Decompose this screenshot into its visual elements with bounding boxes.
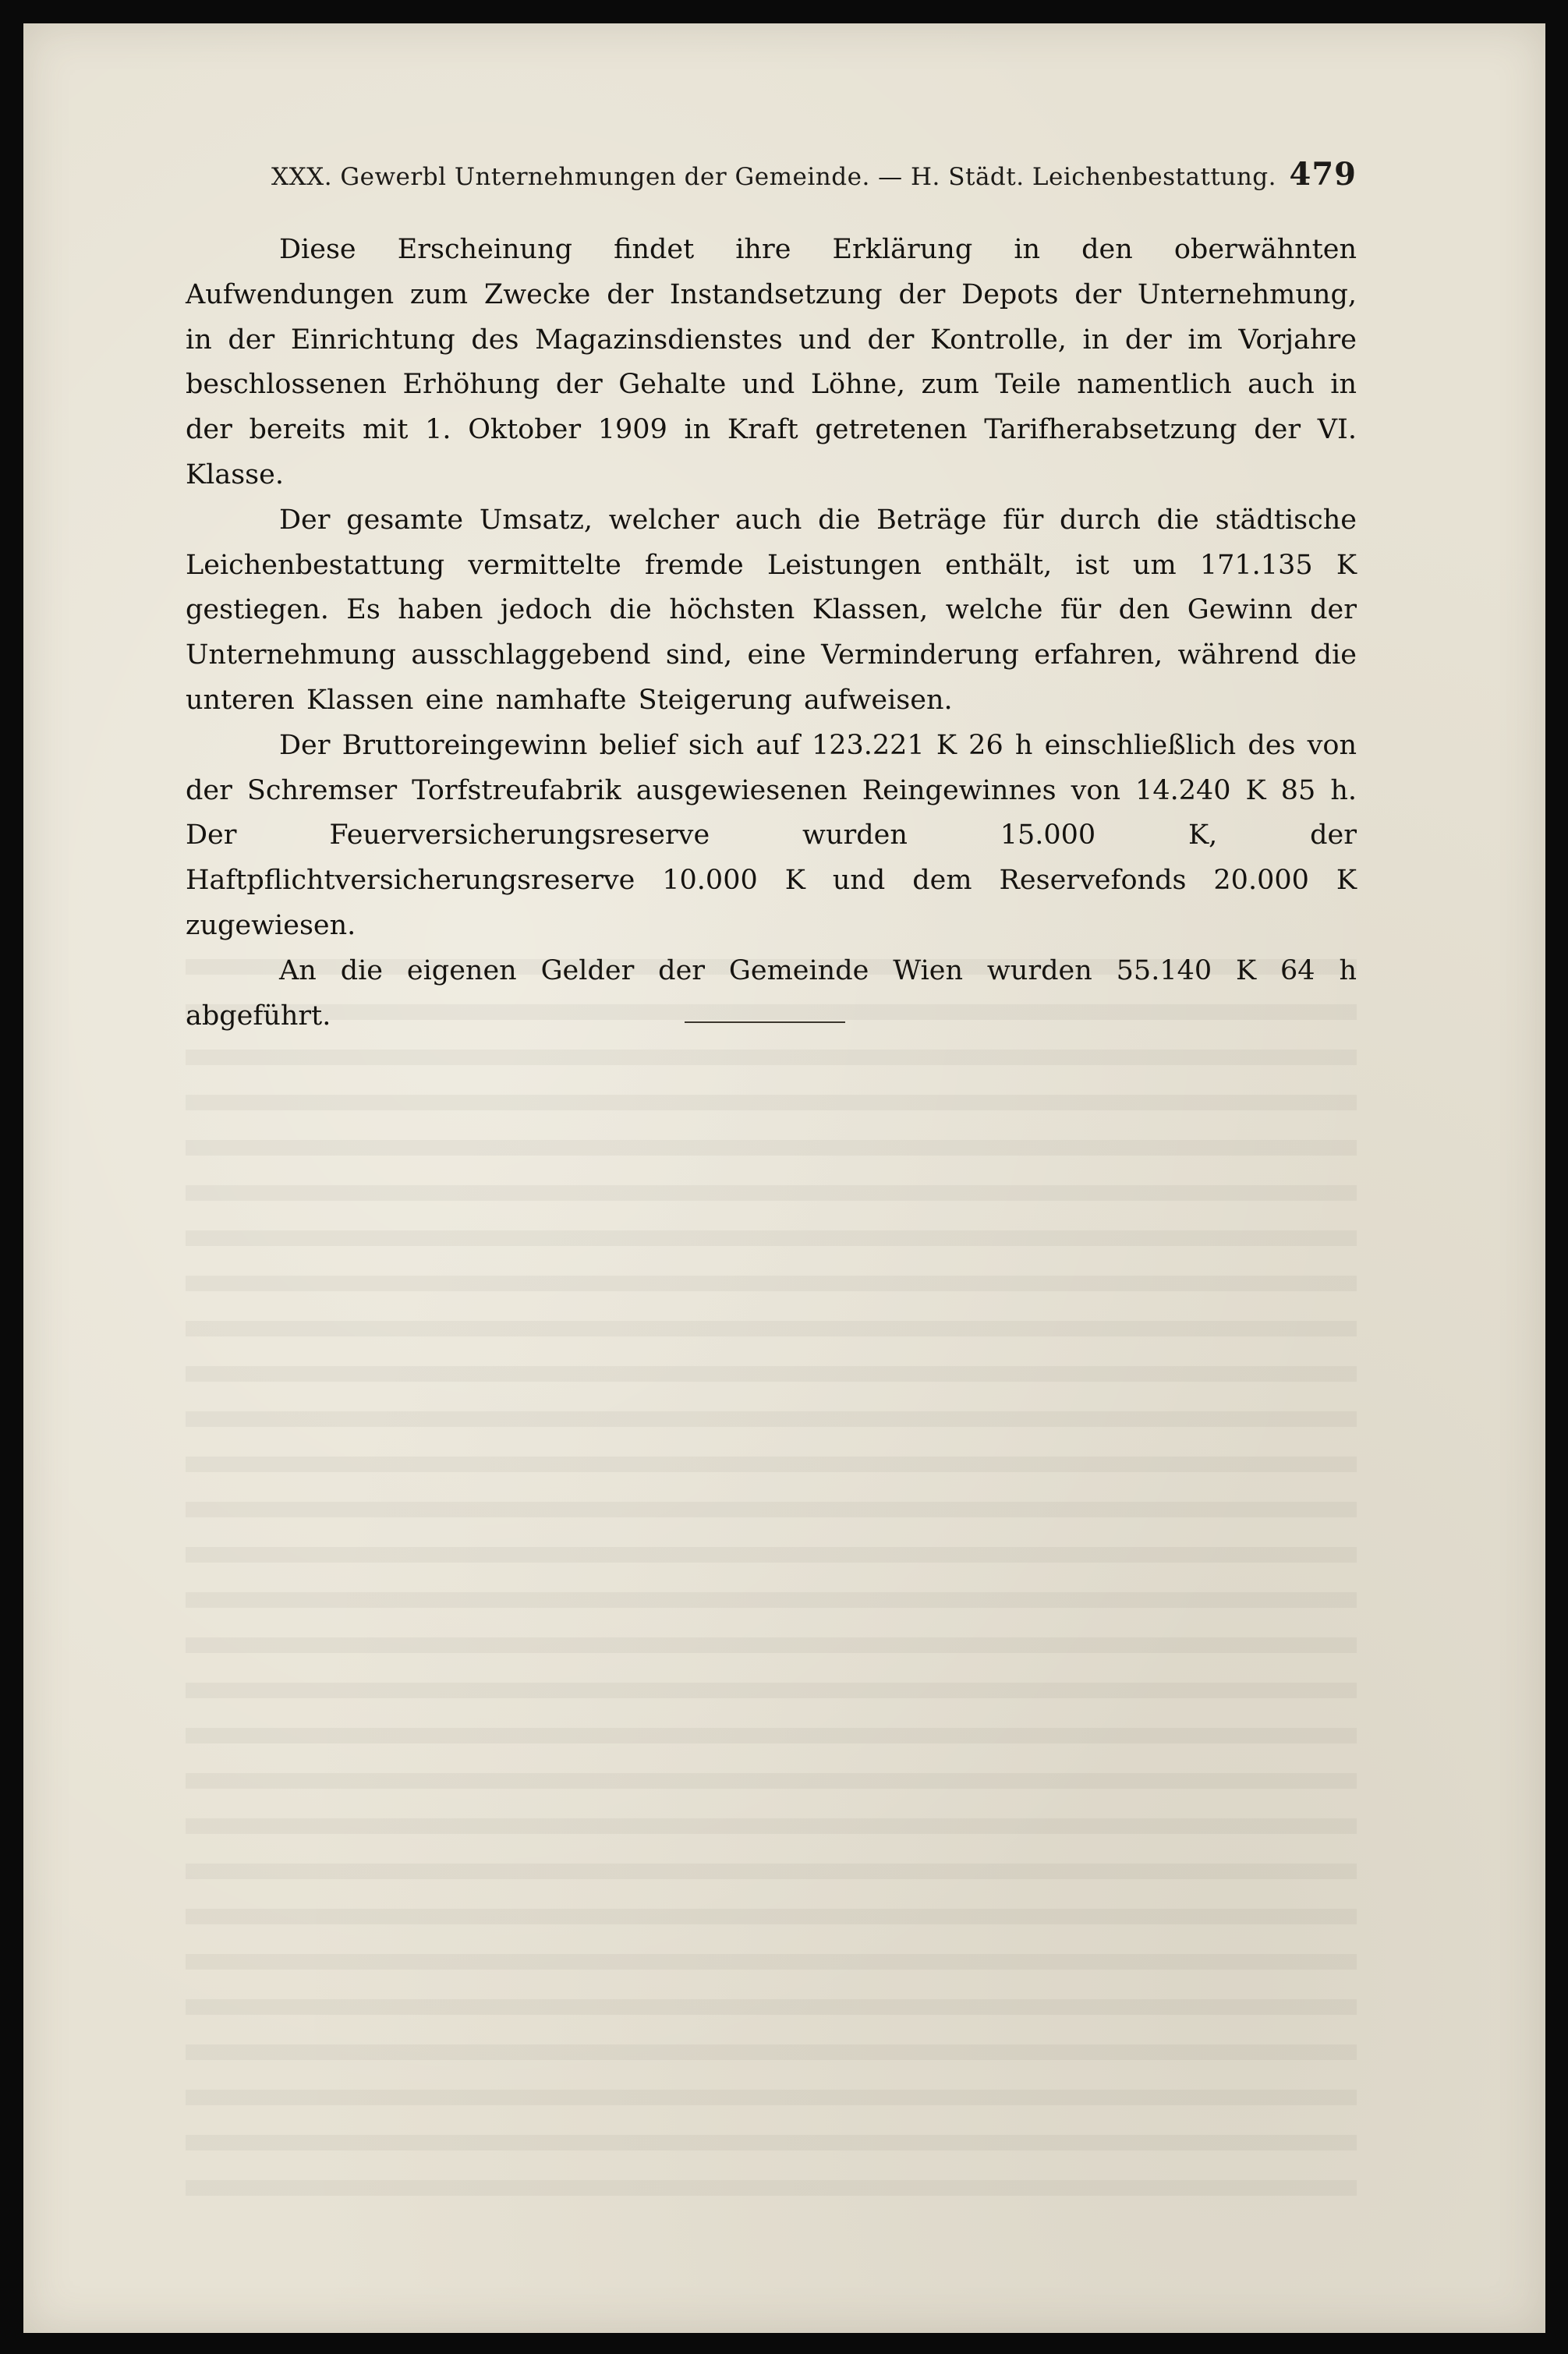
running-head: XXX. Gewerbl Unternehmungen der Gemeinde. — H. Städt. Leichenbestattung. [271,163,1277,191]
paragraph: Diese Erscheinung findet ihre Erklärung in den oberwähnten Aufwendungen zum Zwecke der Instandsetzung der Depots der Unternehmung, in der Einrichtung des Magazinsdienstes und der Kontrolle, in der im Vorjahre beschlossenen Erhöhung der Gehalte und Löhne, zum Teile namentlich auch in der bereits mit 1. Oktober 1909 in Kraft getretenen Tarifherabsetzung der VI. Klasse. [186,234,1357,490]
show-through [186,959,1357,2207]
body-text [186,228,1357,1039]
section-divider [685,1021,845,1023]
page-header [271,156,1357,195]
paragraph: Der gesamte Umsatz, welcher auch die Beträge für durch die städtische Leichenbestattung vermittelte fremde Leistungen enthält, ist um 171.135 K gestiegen. Es haben jedoch die höchsten Klassen, welche für den Gewinn der Unternehmung ausschlaggebend sind, eine Verminderung erfahren, während die unteren Klassen eine namhafte Steigerung aufweisen. [186,504,1357,716]
page-number: 479 [1289,156,1357,193]
page [23,23,1545,2333]
paragraph: Der Bruttoreingewinn belief sich auf 123.221 K 26 h einschließlich des von der Schremser Torfstreufabrik ausgewiesenen Reingewinnes von 14.240 K 85 h. Der Feuerversicherungsreserve wurden 15.000 K, der Haftpflichtversicherungsreserve 10.000 K und dem Reservefonds 20.000 K zugewiesen. [186,729,1357,941]
paragraph: An die eigenen Gelder der Gemeinde Wien wurden 55.140 K 64 h abgeführt. [186,954,1357,1032]
